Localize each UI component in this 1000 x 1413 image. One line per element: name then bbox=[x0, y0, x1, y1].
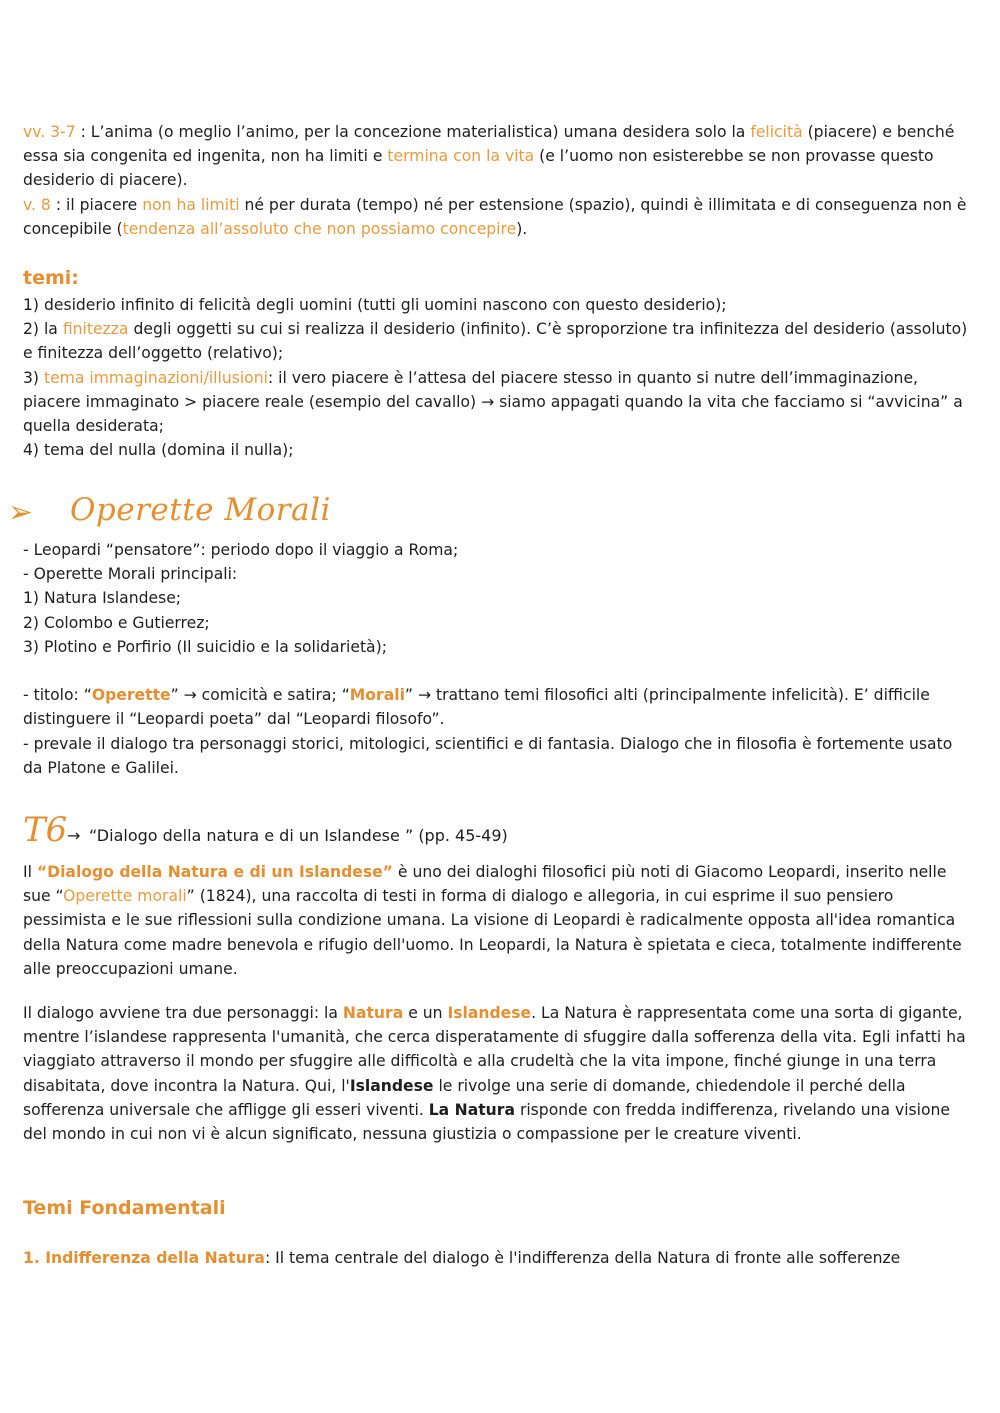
text-run: : il piacere bbox=[50, 195, 143, 214]
text-run: - titolo: “ bbox=[23, 686, 92, 705]
text-run: Il dialogo avviene tra due personaggi: la bbox=[23, 1004, 343, 1022]
text-run: è uno dei dialoghi filosofici più noti di Giacomo Leopardi, inserito nelle sue “ bbox=[23, 863, 947, 906]
text-run: Il bbox=[23, 863, 37, 881]
highlight: non ha limiti bbox=[142, 195, 240, 214]
section-title: Operette Morali bbox=[70, 492, 331, 528]
text-run: risponde con fredda indifferenza, rivelando una visione del mondo in cui non vi è alcun significato, nessuna giustizia o compassione per le creature viventi. bbox=[23, 1100, 951, 1144]
highlight: Islandese bbox=[447, 1004, 532, 1022]
intro-paragraph-v8 bbox=[23, 193, 973, 241]
t6-heading bbox=[23, 808, 923, 852]
note-line: 2) Colombo e Gutierrez; bbox=[23, 613, 210, 632]
temi-list bbox=[23, 293, 973, 462]
paragraph bbox=[23, 860, 973, 981]
text-run: né per durata (tempo) né per estensione (spazio), quindi è illimitata e di conseguenza non è concepibile ( bbox=[23, 195, 967, 238]
text-run: le rivolge una serie di domande, chiedendole il perché della sofferenza universale che affligge gli esseri viventi. bbox=[23, 1076, 906, 1119]
note-line: - Leopardi “pensatore”: periodo dopo il viaggio a Roma; bbox=[23, 541, 459, 559]
highlight: Operette bbox=[91, 686, 171, 705]
highlight: Operette morali bbox=[63, 887, 187, 906]
t6-intro-paragraph bbox=[23, 860, 973, 981]
text-run: e un bbox=[403, 1004, 448, 1022]
highlight: “Dialogo della Natura e di un Islandese” bbox=[36, 863, 393, 881]
right-arrow-icon: → bbox=[67, 826, 81, 845]
dialogo-note: - prevale il dialogo tra personaggi storici, mitologici, scientifici e di fantasia. Dialogo che in filosofia è fortemente usato da Platone e Galilei. bbox=[23, 734, 953, 777]
operette-heading bbox=[8, 490, 408, 530]
spacer bbox=[23, 659, 973, 683]
text-run: . La Natura è rappresentata come una sorta di gigante, mentre l’islandese rappresenta l'umanità, che cerca disperatamente di sfuggire dalla sofferenza della vita. Egli infatti ha viaggiato attraverso il mondo per sfuggire alle difficoltà e alla crudeltà che la vita impone, finché giunge in una terra disabitata, dove incontra la Natura. Qui, l' bbox=[23, 1004, 966, 1095]
verse-ref: v. 8 bbox=[23, 195, 51, 214]
intro-paragraph-vv3-7 bbox=[23, 120, 973, 193]
operette-notes bbox=[23, 538, 973, 780]
temi-heading: temi: bbox=[23, 267, 79, 289]
temi-item-3 bbox=[23, 366, 973, 439]
intro-section bbox=[23, 120, 973, 241]
highlight: tendenza all’assoluto che non possiamo concepire bbox=[122, 219, 517, 238]
text-run: : L’anima (o meglio l’animo, per la concezione materialistica) umana desidera solo la bbox=[75, 123, 751, 141]
arrow-bullet-icon: ➢ bbox=[8, 495, 34, 530]
highlight: termina con la vita bbox=[387, 147, 535, 166]
bold-text: La Natura bbox=[428, 1100, 515, 1119]
bold-text: Islandese bbox=[349, 1076, 434, 1095]
highlight: finitezza bbox=[62, 320, 129, 339]
highlight: tema immaginazioni/illusioni bbox=[43, 368, 268, 387]
t6-dialogue-paragraph bbox=[23, 1001, 973, 1146]
note-line: - Operette Morali principali: bbox=[23, 565, 238, 584]
text-run: 2) la bbox=[23, 320, 63, 339]
temi-item-2 bbox=[23, 317, 973, 365]
highlight: Morali bbox=[349, 686, 405, 705]
text-run: ” → comicità e satira; “ bbox=[170, 686, 350, 705]
text-run: degli oggetti su cui si realizza il desiderio (infinito). C’è sproporzione tra infinitezza del desiderio (assoluto) e finitezza dell’oggetto (relativo); bbox=[23, 320, 968, 363]
paragraph bbox=[23, 1246, 973, 1270]
t6-title: “Dialogo della natura e di un Islandese ” (pp. 45-49) bbox=[89, 826, 508, 845]
paragraph bbox=[23, 1001, 973, 1146]
temi-item-4: 4) tema del nulla (domina il nulla); bbox=[23, 441, 294, 460]
highlight: Natura bbox=[342, 1004, 404, 1022]
text-run: ). bbox=[516, 219, 528, 238]
note-line: 1) Natura Islandese; bbox=[23, 589, 182, 608]
text-run: (piacere) e benché essa sia congenita ed ingenita, non ha limiti e bbox=[23, 123, 955, 166]
text-run: ” (1824), una raccolta di testi in forma di dialogo e allegoria, in cui esprime il suo pensiero pessimista e le sue riflessioni sulla condizione umana. La visione di Leopardi è radicalmente opposta all'idea romantica della Natura come madre benevola e rifugio dell'uomo. In Leopardi, la Natura è spietata e cieca, totalmente indifferente alle preoccupazioni umane. bbox=[23, 887, 962, 978]
text-run: 3) bbox=[23, 368, 44, 387]
t6-label: T6 bbox=[23, 810, 68, 850]
temi-fondamentali-item-1 bbox=[23, 1246, 973, 1270]
temi-fondamentali-heading: Temi Fondamentali bbox=[23, 1197, 226, 1219]
verse-ref: vv. 3-7 bbox=[23, 123, 76, 141]
titolo-note bbox=[23, 683, 973, 731]
temi-item-1: 1) desiderio infinito di felicità degli uomini (tutti gli uomini nascono con questo desiderio); bbox=[23, 296, 727, 314]
note-line: 3) Plotino e Porfirio (Il suicidio e la solidarietà); bbox=[23, 637, 387, 656]
text-run: (e l’uomo non esisterebbe se non provasse questo desiderio di piacere). bbox=[23, 147, 934, 190]
text-run: : il vero piacere è l’attesa del piacere stesso in quanto si nutre dell’immaginazione, piacere immaginato > piacere reale (esempio del cavallo) → siamo appagati quando la vita che facciamo si “avvicina” a quella desiderata; bbox=[23, 368, 963, 436]
highlight: felicità bbox=[750, 123, 803, 141]
text-run: : Il tema centrale del dialogo è l'indifferenza della Natura di fronte alle sofferenze bbox=[264, 1249, 901, 1267]
highlight: 1. Indifferenza della Natura bbox=[23, 1249, 265, 1267]
text-run: ” → trattano temi filosofici alti (principalmente infelicità). E’ difficile distinguere il “Leopardi poeta” dal “Leopardi filosofo”. bbox=[23, 686, 930, 729]
